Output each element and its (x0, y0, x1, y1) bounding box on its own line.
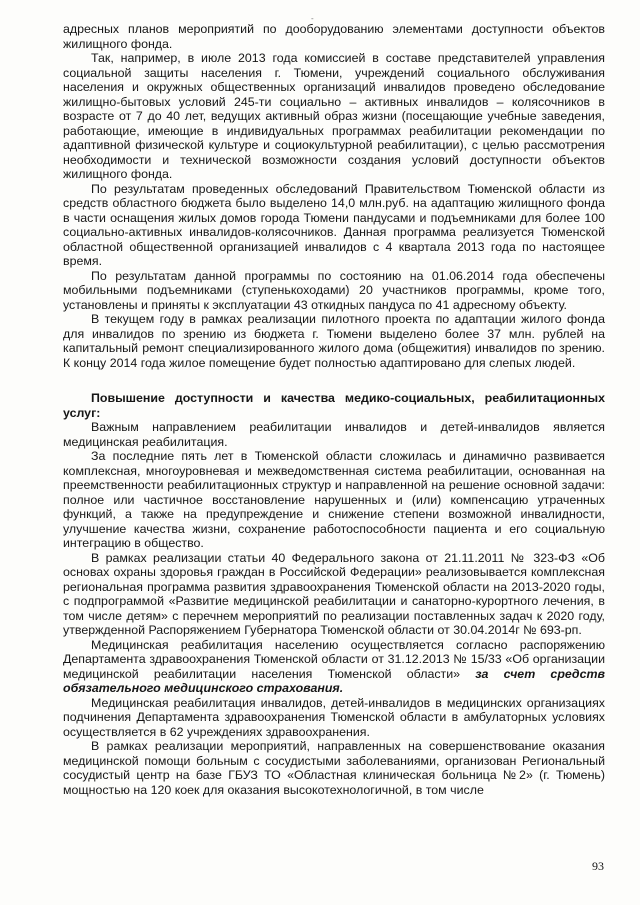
paragraph-commission: Так, например, в июле 2013 года комиссией в составе представителей управления социальной защиты населения г. Тюмени, учреждений социального обслуживания населения и окружных общественных организаций инвалидов проведено обследование жилищно-бытовых условий 245-ти социально – активных инвалидов – колясочников в возрасте от 7 до 40 лет, ведущих активный образ жизни (посещающие учебные заведения, работающие, имеющие в индивидуальных программах реабилитации рекомендации по адаптивной физической культуре и социокультурной реабилитации), с целью рассмотрения необходимости и технической возможности создания условий доступности объектов жилищного фонда. (63, 51, 605, 181)
section-heading: Повышение доступности и качества медико-социальных, реабилитационных услуг: (63, 391, 605, 420)
paragraph-department-order (63, 638, 605, 696)
paragraph-institutions: Медицинская реабилитация инвалидов, детей-инвалидов в медицинских организациях подчинения Департамента здравоохранения Тюменской области в амбулаторных условиях осуществляется в 62 учреждениях здравоохранения. (63, 695, 605, 739)
insurance-emphasis: за счет средств обязательного медицинского страхования. (63, 666, 605, 695)
paragraph-medical-rehab: Важным направлением реабилитации инвалидов и детей-инвалидов является медицинская реабилитация. (63, 420, 605, 449)
paragraph-vascular-center: В рамках реализации мероприятий, направленных на совершенствование оказания медицинской помощи больным с сосудистыми заболеваниями, организован Региональный сосудистый центр на базе ГБУЗ ТО «Областная клиническая больница №2» (г. Тюмень) мощностью на 120 коек для оказания высокотехнологичной, в том числе (63, 739, 605, 797)
paragraph-program-results: По результатам данной программы по состоянию на 01.06.2014 года обеспечены мобильными подъемниками (ступенькоходами) 20 участников программы, кроме того, установлены и приняты к эксплуатации 43 откидных пандуса по 41 адресному объекту. (63, 268, 605, 312)
paragraph-rehab-system: За последние пять лет в Тюменской области сложилась и динамично развивается комплексная, многоуровневая и межведомственная система реабилитации, основанная на преемственности реабилитационных структур и направленной на решение основной задачи: полное или частичное восстановление нарушенных и (или) компенсацию утраченных функций, а также на предупреждение и снижение степени возможной инвалидности, улучшение качества жизни, сохранение работоспособности пациента и его социальную интеграцию в общество. (63, 449, 605, 550)
paragraph-federal-law: В рамках реализации статьи 40 Федерального закона от 21.11.2011 № 323-ФЗ «Об основах охраны здоровья граждан в Российской Федерации» реализовывается комплексная региональная программа развития здравоохранения Тюменской области на 2013-2020 годы, с подпрограммой «Развитие медицинской реабилитации и санаторно-курортного лечения, в том числе детям» с перечнем мероприятий по реализации поставленных задач к 2020 году, утвержденной Распоряжением Губернатора Тюменской области от 30.04.2014г № 693-рп. (63, 550, 605, 637)
page-number: 93 (592, 859, 604, 873)
paragraph-continuation: адресных планов мероприятий по дооборудованию элементами доступности объектов жилищного фонда. (63, 22, 605, 51)
department-order-text: Медицинская реабилитация населению осуществляется согласно распоряжению Департамента здравоохранения Тюменской области от 31.12.2013 № 15/33 «Об организации медицинской реабилитации населения Тюменской области» (63, 637, 605, 681)
scan-mark: - (311, 14, 314, 23)
paragraph-funding: По результатам проведенных обследований Правительством Тюменской области из средств областного бюджета было выделено 14,0 млн.руб. на адаптацию жилищного фонда в части оснащения жилых домов города Тюмени пандусами и подъемниками для более 100 социально-активных инвалидов-колясочников. Данная программа реализуется Тюменской областной общественной организацией инвалидов с 4 квартала 2013 года по настоящее время. (63, 181, 605, 268)
paragraph-pilot-project: В текущем году в рамках реализации пилотного проекта по адаптации жилого фонда для инвалидов по зрению из бюджета г. Тюмени выделено более 37 млн. рублей на капитальный ремонт специализированного жилого дома (общежития) инвалидов по зрению. К концу 2014 года жилое помещение будет полностью адаптировано для слепых людей. (63, 312, 605, 370)
section-gap (63, 370, 605, 391)
